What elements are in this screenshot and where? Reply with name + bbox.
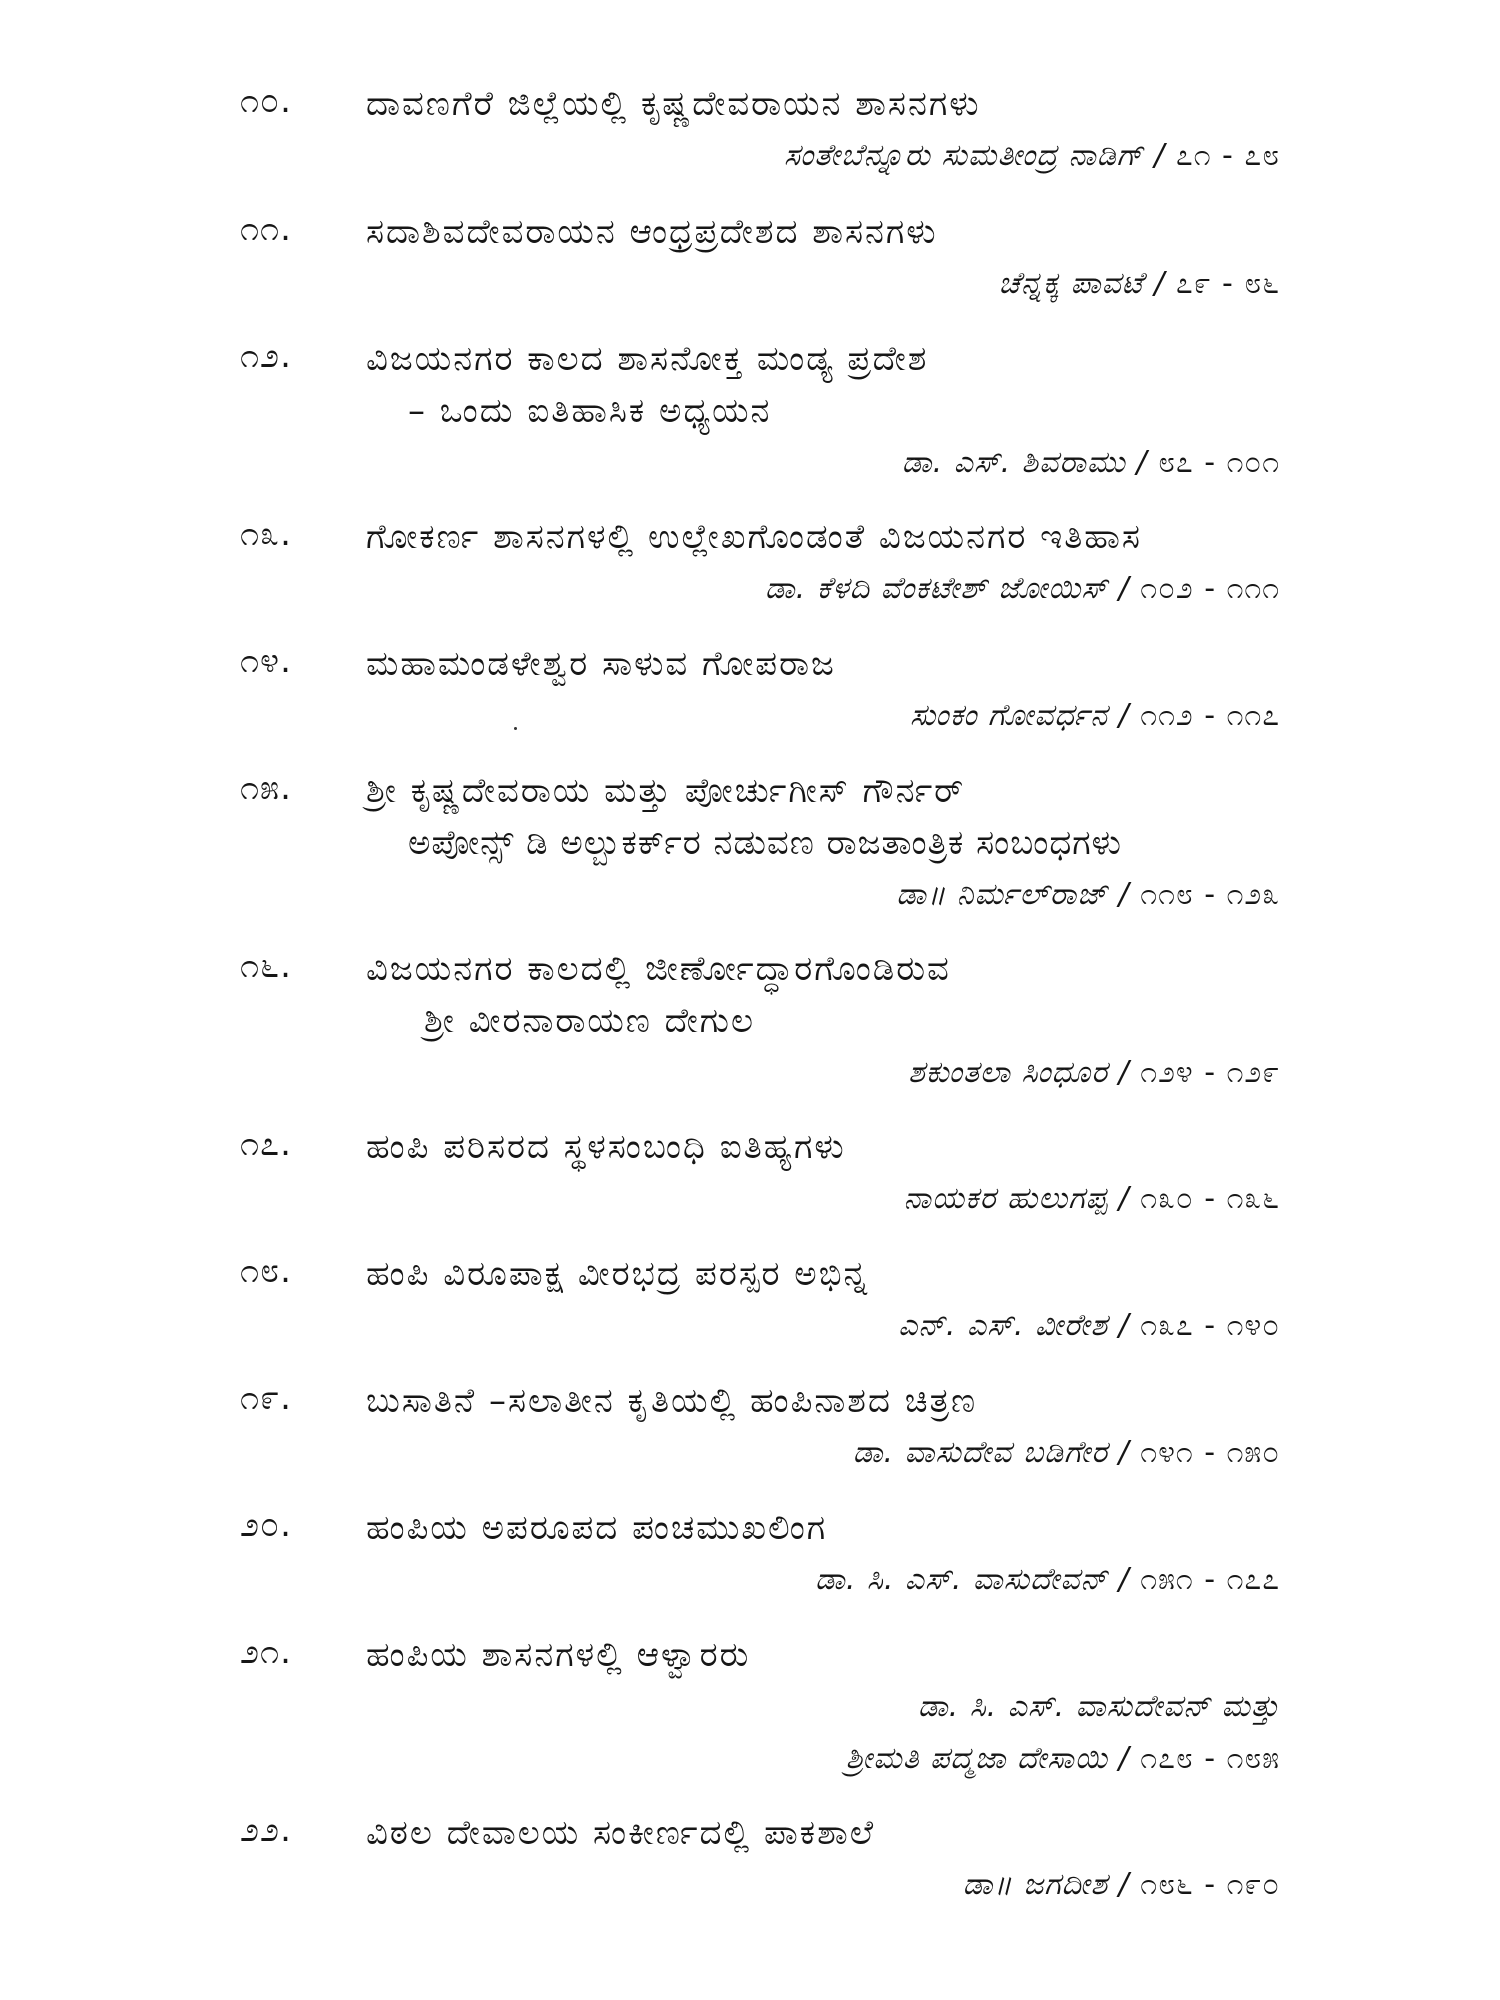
entry-author: ಸಂತೇಬೆನ್ನೂರು ಸುಮತೀಂದ್ರ ನಾಡಿಗ್ / ೭೧ - ೭೮ xyxy=(784,138,1280,173)
page-range: ೧೫೧ - ೧೭೭ xyxy=(1140,1562,1280,1597)
page-range: ೧೦೨ - ೧೧೧ xyxy=(1140,571,1280,606)
entry-author: ಶಕುಂತಲಾ ಸಿಂಧೂರ / ೧೨೪ - ೧೨೯ xyxy=(908,1055,1280,1090)
page-range: ೭೧ - ೭೮ xyxy=(1175,138,1280,173)
author-name: ಚೆನ್ನಕ್ಕ ಪಾವಟೆ xyxy=(998,266,1144,301)
entry-author: ಡಾ॥ ಜಗದೀಶ / ೧೮೬ - ೧೯೦ xyxy=(962,1867,1280,1902)
toc-entry xyxy=(240,1502,1280,1606)
toc-entry xyxy=(240,765,1280,921)
entry-title: ಹಂಪಿ ಪರಿಸರದ ಸ್ಥಳಸಂಬಂಧಿ ಐತಿಹ್ಯಗಳು xyxy=(366,1127,846,1167)
entry-number: ೧೦. xyxy=(240,81,292,121)
entry-number: ೧೪. xyxy=(240,641,292,681)
author-name: ಡಾ. ಸಿ. ಎಸ್. ವಾಸುದೇವನ್ ಮತ್ತು xyxy=(917,1689,1280,1724)
entry-author: ಡಾ. ವಾಸುದೇವ ಬಡಿಗೇರ / ೧೪೧ - ೧೫೦ xyxy=(852,1435,1280,1470)
toc-entry xyxy=(240,1121,1280,1225)
entry-title: ವಿಜಯನಗರ ಕಾಲದಲ್ಲಿ ಜೀರ್ಣೋದ್ಧಾರಗೊಂಡಿರುವ xyxy=(366,949,951,989)
toc-entry xyxy=(240,206,1280,310)
toc-entry xyxy=(240,1807,1280,1911)
author-name: ಡಾ. ವಾಸುದೇವ ಬಡಿಗೇರ xyxy=(852,1435,1109,1470)
entry-number: ೧೩. xyxy=(240,514,292,554)
entry-number: ೧೫. xyxy=(240,768,292,808)
entry-title-continued: ಶ್ರೀ ವೀರನಾರಾಯಣ ದೇಗುಲ xyxy=(424,1001,756,1041)
page-range: ೧೮೬ - ೧೯೦ xyxy=(1140,1867,1280,1902)
entry-number: ೨೨. xyxy=(240,1810,292,1850)
entry-number: ೧೮. xyxy=(240,1251,292,1291)
author-name: ಡಾ॥ ನಿರ್ಮಲ್‌ರಾಜ್ xyxy=(896,877,1109,912)
entry-title-continued: – ಒಂದು ಐತಿಹಾಸಿಕ ಅಧ್ಯಯನ xyxy=(408,391,772,431)
page-range: ೧೧೨ - ೧೧೭ xyxy=(1140,698,1280,733)
entry-title: ವಿಠಲ ದೇವಾಲಯ ಸಂಕೀರ್ಣದಲ್ಲಿ ಪಾಕಶಾಲೆ xyxy=(366,1813,876,1853)
entry-author: ಸುಂಕಂ ಗೋವರ್ಧನ / ೧೧೨ - ೧೧೭ xyxy=(909,698,1280,733)
toc-entry xyxy=(240,511,1280,615)
entry-title: ಸದಾಶಿವದೇವರಾಯನ ಆಂಧ್ರಪ್ರದೇಶದ ಶಾಸನಗಳು xyxy=(366,212,938,252)
toc-entry xyxy=(240,638,1280,742)
author-name: ಶ್ರೀಮತಿ ಪದ್ಮಜಾ ದೇಸಾಯಿ xyxy=(845,1741,1109,1776)
page-range: ೧೨೪ - ೧೨೯ xyxy=(1140,1055,1280,1090)
entry-author: ಡಾ. ಕೆಳದಿ ವೆಂಕಟೇಶ್ ಜೋಯಿಸ್ / ೧೦೨ - ೧೧೧ xyxy=(764,571,1280,606)
entry-number: ೧೨. xyxy=(240,336,292,376)
author-name: ಶಕುಂತಲಾ ಸಿಂಧೂರ xyxy=(908,1055,1109,1090)
entry-title: ಹಂಪಿಯ ಅಪರೂಪದ ಪಂಚಮುಖಲಿಂಗ xyxy=(366,1508,828,1548)
entry-title-continued: ಅಪೋನ್ಸ್ ಡಿ ಅಲ್ಬುಕರ್ಕ್‌ರ ನಡುವಣ ರಾಜತಾಂತ್ರಿಕ ಸಂಬಂಧಗಳು xyxy=(408,823,1122,863)
page-range: ೧೭೮ - ೧೮೫ xyxy=(1140,1741,1280,1776)
author-name: ಸಂತೇಬೆನ್ನೂರು ಸುಮತೀಂದ್ರ ನಾಡಿಗ್ xyxy=(784,138,1144,173)
author-name: ಡಾ. ಎಸ್. ಶಿವರಾಮು xyxy=(901,445,1126,480)
page-range: ೭೯ - ೮೬ xyxy=(1175,266,1280,301)
toc-entry xyxy=(240,1375,1280,1479)
author-name: ಸುಂಕಂ ಗೋವರ್ಧನ xyxy=(909,698,1109,733)
entry-number: ೧೧. xyxy=(240,209,292,249)
toc-entry xyxy=(240,1629,1280,1785)
page-range: ೮೭ - ೧೦೧ xyxy=(1158,445,1280,480)
entry-title: ಶ್ರೀ ಕೃಷ್ಣದೇವರಾಯ ಮತ್ತು ಪೋರ್ಚುಗೀಸ್ ಗೌರ್ನರ್ xyxy=(366,771,966,811)
page-range: ೧೩೭ - ೧೪೦ xyxy=(1140,1308,1280,1343)
toc-entry xyxy=(240,943,1280,1099)
entry-title: ಹಂಪಿ ವಿರೂಪಾಕ್ಷ ವೀರಭದ್ರ ಪರಸ್ಪರ ಅಭಿನ್ನ xyxy=(366,1254,870,1294)
entry-author: ನಾಯಕರ ಹುಲುಗಪ್ಪ / ೧೩೦ - ೧೩೬ xyxy=(903,1181,1280,1216)
entry-author: ಎನ್. ಎಸ್. ವೀರೇಶ / ೧೩೭ - ೧೪೦ xyxy=(898,1308,1280,1343)
entry-title: ಗೋಕರ್ಣ ಶಾಸನಗಳಲ್ಲಿ ಉಲ್ಲೇಖಗೊಂಡಂತೆ ವಿಜಯನಗರ ಇತಿಹಾಸ xyxy=(366,517,1142,557)
entry-title: ಮಹಾಮಂಡಳೇಶ್ವರ ಸಾಳುವ ಗೋಪರಾಜ xyxy=(366,644,836,684)
page-range: ೧೩೦ - ೧೩೬ xyxy=(1140,1181,1280,1216)
entry-number: ೨೦. xyxy=(240,1505,292,1545)
author-name: ನಾಯಕರ ಹುಲುಗಪ್ಪ xyxy=(903,1181,1109,1216)
author-name: ಡಾ. ಕೆಳದಿ ವೆಂಕಟೇಶ್ ಜೋಯಿಸ್ xyxy=(764,571,1109,606)
page-range: ೧೧೮ - ೧೨೩ xyxy=(1140,877,1280,912)
author-name: ಡಾ. ಸಿ. ಎಸ್. ವಾಸುದೇವನ್ xyxy=(815,1562,1109,1597)
page-range: ೧೪೧ - ೧೫೦ xyxy=(1140,1435,1280,1470)
entry-author: ಡಾ॥ ನಿರ್ಮಲ್‌ರಾಜ್ / ೧೧೮ - ೧೨೩ xyxy=(896,877,1280,912)
toc-entry xyxy=(240,333,1280,489)
toc-entry xyxy=(240,1248,1280,1352)
entry-author xyxy=(240,1681,1280,1733)
entry-title: ಹಂಪಿಯ ಶಾಸನಗಳಲ್ಲಿ ಆಳ್ವಾರರು xyxy=(366,1635,751,1675)
entry-author: ಚೆನ್ನಕ್ಕ ಪಾವಟೆ / ೭೯ - ೮೬ xyxy=(998,266,1280,301)
author-name: ಎನ್. ಎಸ್. ವೀರೇಶ xyxy=(898,1308,1109,1343)
entry-author: ಡಾ. ಸಿ. ಎಸ್. ವಾಸುದೇವನ್ / ೧೫೧ - ೧೭೭ xyxy=(815,1562,1280,1597)
entry-title: ದಾವಣಗೆರೆ ಜಿಲ್ಲೆಯಲ್ಲಿ ಕೃಷ್ಣದೇವರಾಯನ ಶಾಸನಗಳು xyxy=(366,84,981,124)
toc-entry xyxy=(240,78,1280,182)
entry-title: ವಿಜಯನಗರ ಕಾಲದ ಶಾಸನೋಕ್ತ ಮಂಡ್ಯ ಪ್ರದೇಶ xyxy=(366,339,929,379)
entry-author: ಡಾ. ಎಸ್. ಶಿವರಾಮು / ೮೭ - ೧೦೧ xyxy=(901,445,1280,480)
entry-number: ೨೧. xyxy=(240,1632,292,1672)
entry-author: ಶ್ರೀಮತಿ ಪದ್ಮಜಾ ದೇಸಾಯಿ / ೧೭೮ - ೧೮೫ xyxy=(845,1741,1280,1776)
entry-number: ೧೯. xyxy=(240,1378,292,1418)
author-name: ಡಾ॥ ಜಗದೀಶ xyxy=(962,1867,1109,1902)
entry-title: ಬುಸಾತಿನೆ –ಸಲಾತೀನ ಕೃತಿಯಲ್ಲಿ ಹಂಪಿನಾಶದ ಚಿತ್ರಣ xyxy=(366,1381,978,1421)
entry-number: ೧೭. xyxy=(240,1124,292,1164)
entry-number: ೧೬. xyxy=(240,946,292,986)
